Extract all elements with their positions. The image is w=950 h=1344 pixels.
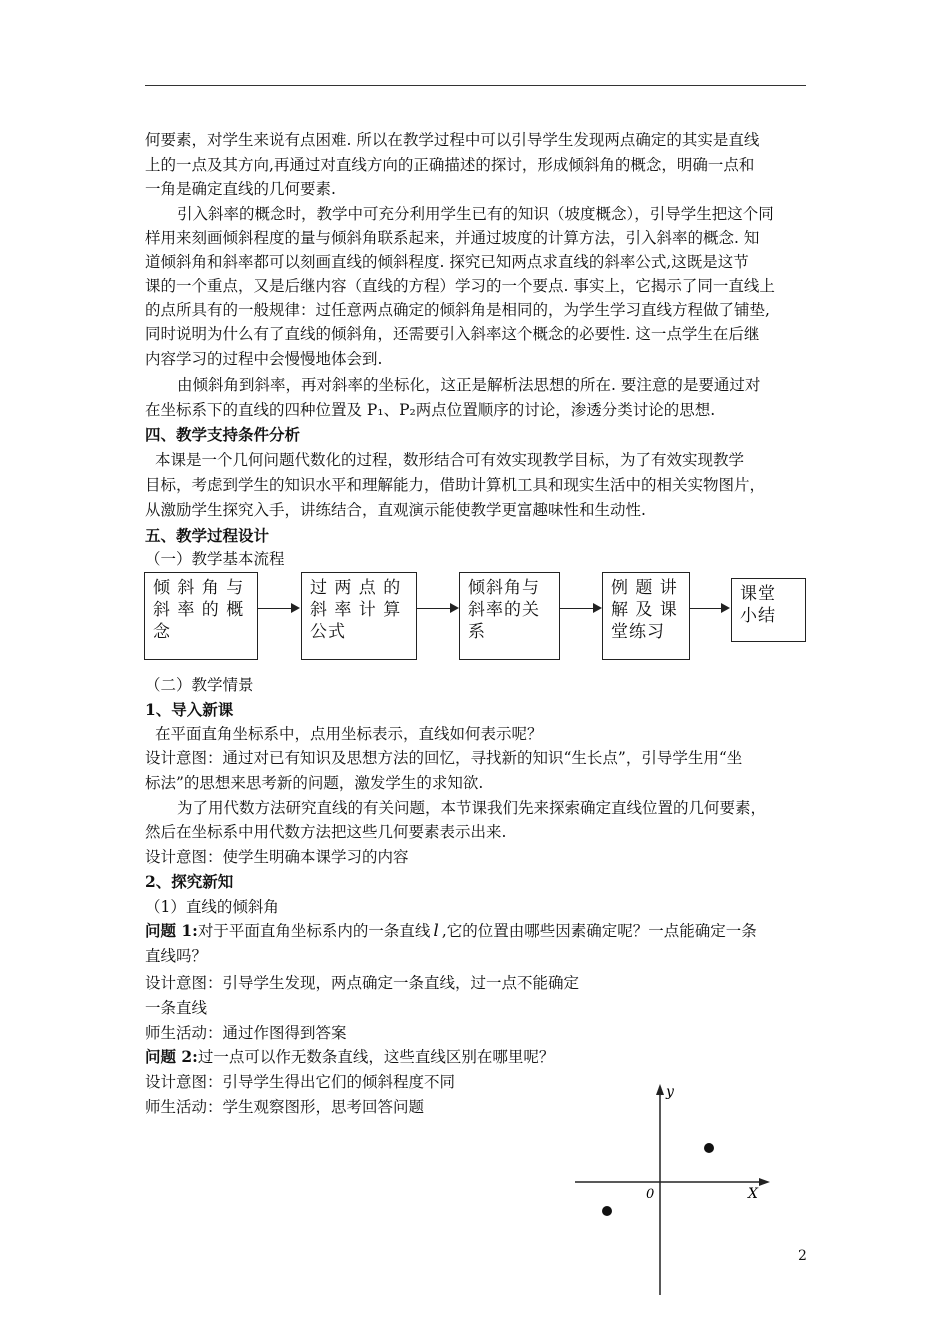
section-heading: 四、教学支持条件分析 xyxy=(145,425,301,444)
paragraph-line: 本课是一个几何问题代数化的过程，数形结合可有效实现教学目标，为了有效实现教学 xyxy=(155,451,745,469)
page-number: 2 xyxy=(798,1248,807,1264)
paragraph-line: 一条直线 xyxy=(145,999,208,1017)
paragraph-line: 引入斜率的概念时，教学中可充分利用学生已有的知识（坡度概念），引导学生把这个同 xyxy=(177,205,774,223)
paragraph-line: 标法”的思想来思考新的问题，激发学生的求知欲. xyxy=(145,774,484,792)
question-label: 问题 2: xyxy=(145,1047,198,1066)
section-heading: 1、导入新课 xyxy=(145,700,234,719)
flow-text: 倾 斜 角 与 xyxy=(153,578,245,598)
flow-text: 小结 xyxy=(740,606,776,626)
point xyxy=(704,1143,714,1153)
flow-text: 公式 xyxy=(310,622,346,642)
paragraph-line: 内容学习的过程中会慢慢地体会到. xyxy=(145,350,383,368)
paragraph-line: 同时说明为什么有了直线的倾斜角，还需要引入斜率这个概念的必要性. 这一点学生在后继 xyxy=(145,325,760,343)
flow-text: 过 两 点 的 xyxy=(310,578,402,598)
y-axis-label: y xyxy=(666,1084,674,1100)
flow-text: 斜 率 的 概 xyxy=(153,600,245,620)
subsection-heading: （1）直线的倾斜角 xyxy=(145,898,279,916)
paragraph-line: 师生活动：通过作图得到答案 xyxy=(145,1024,347,1042)
paragraph-line: 何要素，对学生来说有点困难. 所以在教学过程中可以引导学生发现两点确定的其实是直线 xyxy=(145,131,760,149)
paragraph-line: 设计意图：使学生明确本课学习的内容 xyxy=(145,848,409,866)
paragraph-line: 直线吗？ xyxy=(145,947,208,965)
paragraph-line: 设计意图：引导学生得出它们的倾斜程度不同 xyxy=(145,1073,456,1091)
paragraph-line: 的点所具有的一般规律：过任意两点确定的倾斜角是相同的，为学生学习直线方程做了铺垫, xyxy=(145,301,770,319)
paragraph-line: 目标，考虑到学生的知识水平和理解能力，借助计算机工具和现实生活中的相关实物图片， xyxy=(145,476,766,494)
question-text: 对于平面直角坐标系内的一条直线 xyxy=(197,922,431,940)
section-heading: 2、探究新知 xyxy=(145,872,234,891)
paragraph-line: 一角是确定直线的几何要素. xyxy=(145,180,336,198)
point xyxy=(602,1206,612,1216)
section-heading: 五、教学过程设计 xyxy=(145,526,270,545)
subsection-heading: （一）教学基本流程 xyxy=(145,550,285,568)
flow-text: 斜率的关 xyxy=(468,600,540,620)
question-label: 问题 1: xyxy=(145,921,198,940)
x-axis-label: X xyxy=(748,1186,758,1202)
question-text: ,它的位置由哪些因素确定呢？一点能确定一条 xyxy=(441,922,757,940)
paragraph-line: 由倾斜角到斜率，再对斜率的坐标化，这正是解析法思想的所在. 要注意的是要通过对 xyxy=(177,376,761,394)
paragraph-line: 课的一个重点，又是后继内容（直线的方程）学习的一个要点. 事实上，它揭示了同一直线上 xyxy=(145,277,775,295)
paragraph-line: 样用来刻画倾斜程度的量与倾斜角联系起来，并通过坡度的计算方法，引入斜率的概念. 知 xyxy=(145,229,760,247)
origin-label: 0 xyxy=(646,1187,655,1202)
flow-text: 例 题 讲 xyxy=(611,578,678,598)
flow-text: 斜 率 计 算 xyxy=(310,600,402,620)
paragraph-line: 上的一点及其方向,再通过对直线方向的正确描述的探讨，形成倾斜角的概念，明确一点和 xyxy=(145,156,755,174)
y-axis-arrow xyxy=(656,1084,664,1095)
paragraph-line: 设计意图：通过对已有知识及思想方法的回忆，寻找新的知识“生长点”，引导学生用“坐 xyxy=(145,749,743,767)
flow-text: 堂练习 xyxy=(611,622,665,642)
subsection-heading: （二）教学情景 xyxy=(145,676,254,694)
paragraph-line: 师生活动：学生观察图形，思考回答问题 xyxy=(145,1098,425,1116)
flow-text: 系 xyxy=(468,622,486,642)
paragraph-line: 设计意图：引导学生发现，两点确定一条直线，过一点不能确定 xyxy=(145,974,580,992)
paragraph-line: 然后在坐标系中用代数方法把这些几何要素表示出来. xyxy=(145,823,507,841)
question-text: 过一点可以作无数条直线，这些直线区别在哪里呢？ xyxy=(197,1048,555,1066)
flow-text: 倾斜角与 xyxy=(468,578,540,598)
flow-text: 解 及 课 xyxy=(611,600,678,620)
x-axis-arrow xyxy=(759,1178,770,1186)
paragraph-line: 为了用代数方法研究直线的有关问题，本节课我们先来探索确定直线位置的几何要素， xyxy=(177,799,767,817)
flow-text: 念 xyxy=(153,622,171,642)
paragraph-line: 在坐标系下的直线的四种位置及 P₁、P₂两点位置顺序的讨论，渗透分类讨论的思想. xyxy=(145,401,716,419)
line-variable: l xyxy=(433,921,439,941)
paragraph-line: 道倾斜角和斜率都可以刻画直线的倾斜程度. 探究已知两点求直线的斜率公式,这既是这节 xyxy=(145,253,749,271)
paragraph-line: 在平面直角坐标系中，点用坐标表示，直线如何表示呢？ xyxy=(155,725,543,743)
flow-text: 课堂 xyxy=(740,584,776,604)
paragraph-line: 从激励学生探究入手，讲练结合，直观演示能使教学更富趣味性和生动性. xyxy=(145,501,646,519)
